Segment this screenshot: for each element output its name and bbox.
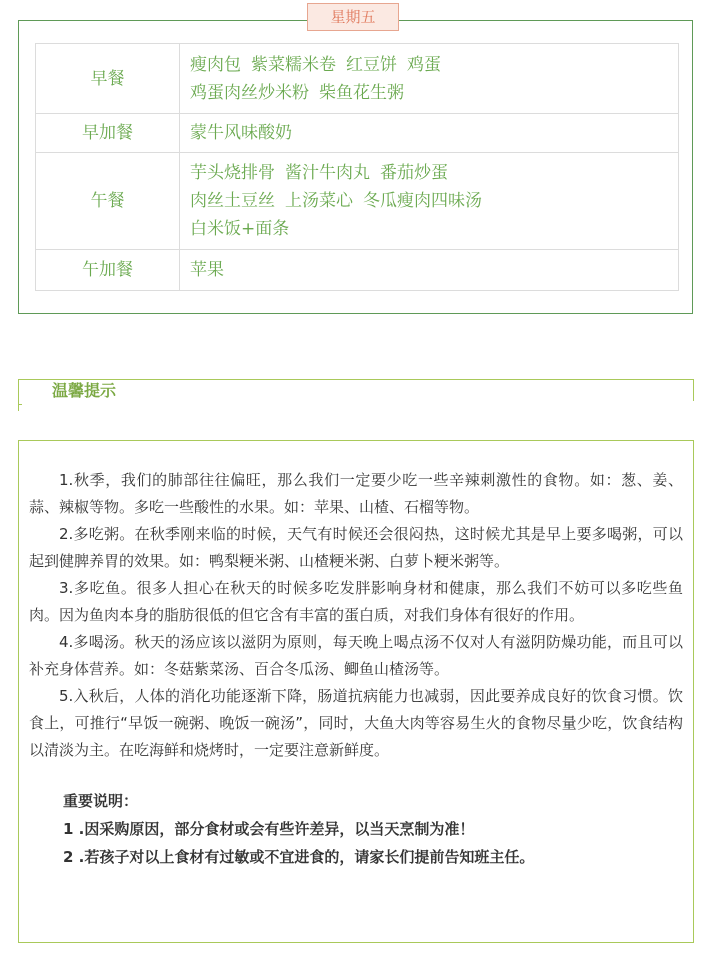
header-border <box>18 404 22 405</box>
tips-body <box>18 440 694 943</box>
tips-title: 温馨提示 <box>52 381 117 400</box>
meal-name: 午加餐 <box>36 250 180 291</box>
meal-item: 红豆饼 <box>346 54 397 75</box>
meal-item: 瘦肉包 <box>190 54 241 75</box>
meal-item: 鸡蛋 <box>407 54 441 75</box>
header-border <box>693 379 694 401</box>
notes-heading: 重要说明： <box>63 792 139 810</box>
header-border <box>18 379 694 380</box>
menu-card <box>18 20 693 314</box>
tip-paragraph: 1.秋季，我们的肺部往往偏旺，那么我们一定要少吃一些辛辣刺激性的食物。如：葱、姜、蒜、辣椒等物。多吃一些酸性的水果。如：苹果、山楂、石榴等物。 <box>29 471 683 516</box>
tip-paragraph: 5.入秋后，人体的消化功能逐渐下降，肠道抗病能力也减弱，因此要养成良好的饮食习惯。饮食上，可推行“早饭一碗粥、晚饭一碗汤”，同时，大鱼大肉等容易生火的食物尽量少吃，饮食结构以清淡为主。在吃海鲜和烧烤时，一定要注意新鲜度。 <box>29 687 683 759</box>
meal-item: 酱汁牛肉丸 <box>285 163 370 183</box>
meal-name: 早餐 <box>36 44 180 114</box>
meal-item: 鸡蛋肉丝炒米粉 <box>190 82 309 103</box>
header-border <box>18 379 19 411</box>
meal-items <box>180 250 679 291</box>
meal-items <box>180 44 679 114</box>
meal-item: 柴鱼花生粥 <box>319 82 404 103</box>
tip-paragraph: 4.多喝汤。秋天的汤应该以滋阴为原则，每天晚上喝点汤不仅对人有滋阴防燥功能，而且可以补充身体营养。如：冬菇紫菜汤、百合冬瓜汤、鲫鱼山楂汤等。 <box>29 633 683 678</box>
menu-row-breakfast <box>36 44 679 114</box>
meal-line <box>190 215 678 243</box>
meal-name: 早加餐 <box>36 114 180 153</box>
menu-table <box>35 43 679 291</box>
tips-header <box>18 379 694 411</box>
important-notes <box>29 787 683 871</box>
meal-item: 冬瓜瘦肉四味汤 <box>363 191 482 211</box>
menu-row-afternoon-snack <box>36 250 679 291</box>
meal-line <box>190 79 678 107</box>
meal-item: 紫菜糯米卷 <box>251 54 336 75</box>
menu-row-morning-snack <box>36 114 679 153</box>
meal-line <box>190 159 678 187</box>
meal-line <box>190 51 678 79</box>
day-badge: 星期五 <box>307 3 399 31</box>
meal-item: 苹果 <box>190 260 224 280</box>
meal-name: 午餐 <box>36 153 180 250</box>
meal-item: 上汤菜心 <box>285 191 353 211</box>
tip-paragraph: 2.多吃粥。在秋季刚来临的时候，天气有时候还会很闷热，这时候尤其是早上要多喝粥，可以起到健脾养胃的效果。如：鸭梨粳米粥、山楂粳米粥、白萝卜粳米粥等。 <box>29 525 683 570</box>
note-item: 1 .因采购原因，部分食材或会有些许差异，以当天烹制为准！ <box>63 820 475 838</box>
note-item: 2 .若孩子对以上食材有过敏或不宜进食的，请家长们提前告知班主任。 <box>63 848 535 866</box>
menu-row-lunch <box>36 153 679 250</box>
meal-item: 蒙牛风味酸奶 <box>190 123 292 143</box>
meal-item: 芋头烧排骨 <box>190 163 275 183</box>
meal-items <box>180 153 679 250</box>
tip-paragraph: 3.多吃鱼。很多人担心在秋天的时候多吃发胖影响身材和健康，那么我们不妨可以多吃些鱼肉。因为鱼肉本身的脂肪很低的但它含有丰富的蛋白质，对我们身体有很好的作用。 <box>29 579 683 624</box>
meal-item: 白米饭+面条 <box>190 219 290 239</box>
meal-items <box>180 114 679 153</box>
meal-item: 番茄炒蛋 <box>380 163 448 183</box>
meal-item: 肉丝土豆丝 <box>190 191 275 211</box>
meal-line <box>190 187 678 215</box>
